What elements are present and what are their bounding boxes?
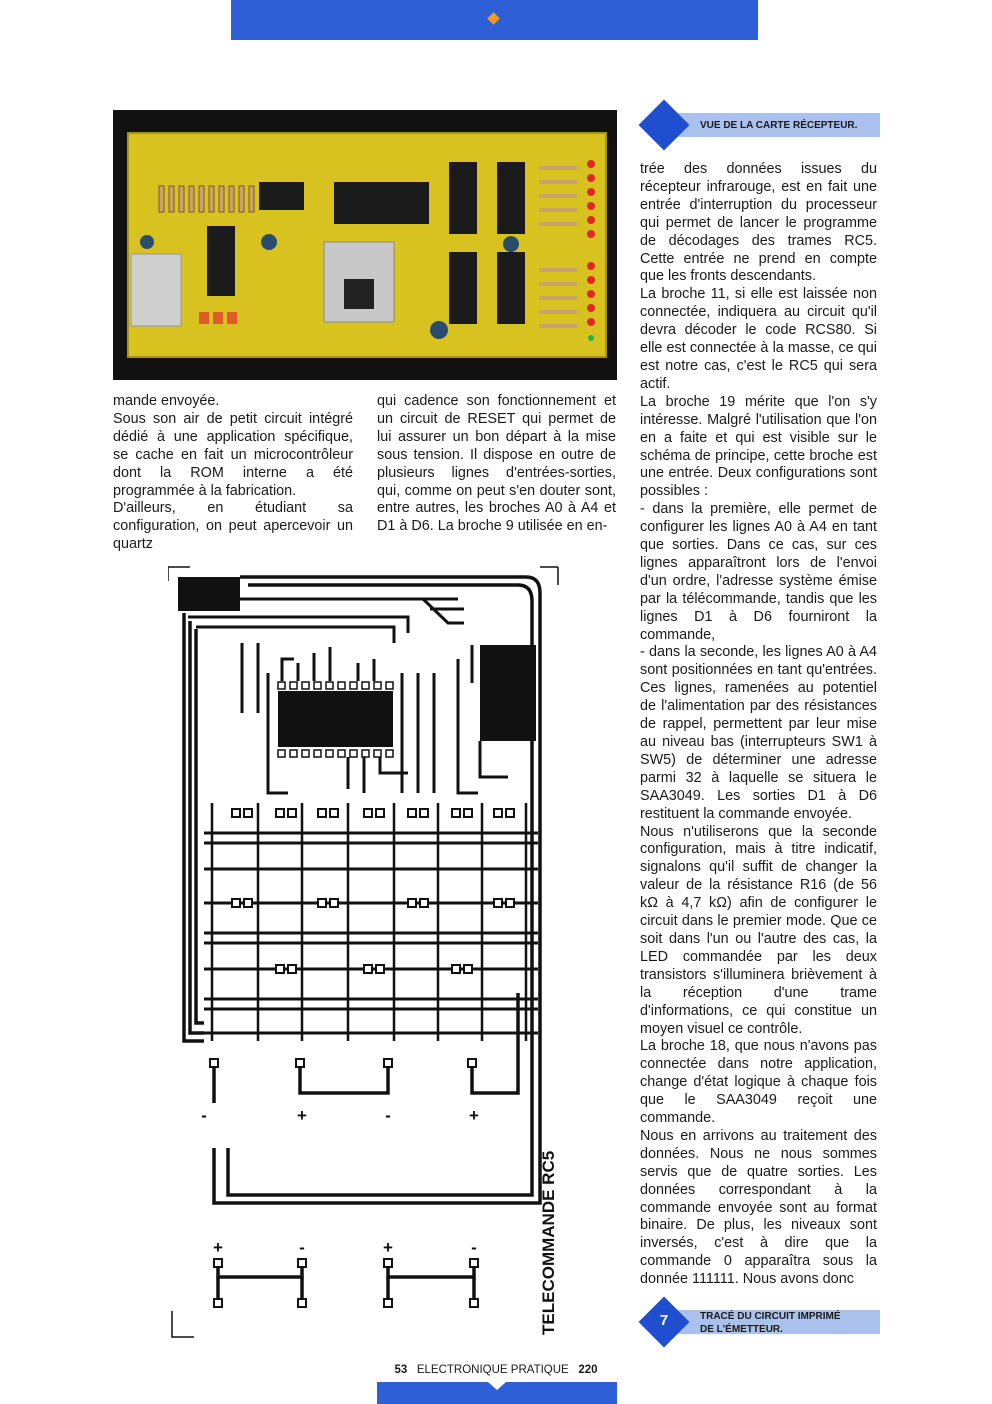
photo-caption-text: VUE DE LA CARTE RÉCEPTEUR.	[700, 120, 858, 131]
paragraph: Nous en arrivons au traitement des données. Nous ne nous sommes servis que de quatre sorties. Les données correspondant à la commande envoyée sont au format binaire. De plus, les niveaux sont inversés, c'est à dire que la commande 0 apparaîtra sous la donnée 111111. Nous avons donc	[640, 1127, 877, 1288]
paragraph: La broche 18, que nous n'avons pas connectée dans notre application, change d'état logique à chaque fois que le SAA3049 reçoit une commande.	[640, 1038, 877, 1127]
pcb-trace-drawing	[168, 563, 563, 1340]
paragraph: trée des données issues du récepteur infrarouge, est en fait une entrée d'interruption du processeur qui permet de lancer le programme de décodages des trames RC5. Cette entrée ne prend en compte que les fronts descendants.	[640, 161, 877, 285]
diamond-icon	[487, 12, 500, 25]
paragraph: D'ailleurs, en étudiant sa configuration, on peut apercevoir un quartz	[113, 500, 353, 553]
paragraph: qui cadence son fonctionnement et un circuit de RESET qui permet de lui assurer un bon départ à la mise sous tension. Il dispose en outre de plusieurs lignes d'entrées-sorties, qui, comme on peut s'en douter sont, entre autres, les broches A0 à A4 et D1 à D6. La broche 9 utilisée en en-	[377, 393, 616, 535]
page-footer	[0, 1364, 992, 1376]
circuit-board	[127, 132, 607, 358]
caption-line: DE L'ÉMETTEUR.	[700, 1324, 783, 1335]
page-number: 53	[394, 1364, 408, 1376]
pcb-label: TELECOMMANDE RC5	[539, 1150, 558, 1335]
top-color-band	[231, 0, 758, 40]
bottom-color-band	[377, 1382, 617, 1404]
magazine-name: ELECTRONIQUE PRATIQUE	[416, 1364, 569, 1376]
pcb-caption-text	[700, 1310, 841, 1336]
polarity-sign: -	[299, 1238, 305, 1257]
notch-shape	[488, 1382, 506, 1390]
paragraph: Nous n'utiliserons que la seconde configuration, mais à titre indicatif, signalons qu'il suffit de changer la valeur de la résistance R16 (de 56 kΩ à 4,7 kΩ) afin de configurer le circuit dans le premier mode. Que ce soit dans l'un ou l'autre des cas, la LED commandée par les deux transistors s'illuminera brièvement à la réception d'une trame d'informations, ce qui constitue un moyen visuel ce contrôle.	[640, 823, 877, 1037]
paragraph: La broche 19 mérite que l'on s'y intéresse. Malgré l'utilisation que l'on en a faite et qui est visible sur le schéma de principe, cette broche est une entrée. Deux configurations sont possibles :	[640, 393, 877, 500]
polarity-sign: +	[469, 1106, 479, 1125]
paragraph: - dans la seconde, les lignes A0 à A4 sont positionnées en tant qu'entrées. Ces lignes, ramenées au potentiel de l'alimentation par des résistances de rappel, permettent par leur mise au niveau bas (interrupteurs SW1 à SW5) de déterminer une adresse parmi 32 à laquelle se situera le SAA3049. Les sorties D1 à D6 restituent la commande envoyée.	[640, 644, 877, 822]
text-column-1	[113, 393, 353, 554]
paragraph: La broche 11, si elle est laissée non connectée, indiquera au circuit qu'il devra décoder le code RCS80. Si elle est connectée à la masse, ce qui est notre cas, c'est le RC5 qui sera actif.	[640, 286, 877, 392]
text-column-3	[640, 161, 877, 1289]
photo-caption	[640, 110, 880, 140]
polarity-sign: -	[471, 1238, 477, 1257]
text-column-2	[377, 393, 616, 536]
polarity-sign: -	[385, 1106, 391, 1125]
polarity-sign: +	[213, 1238, 223, 1257]
figure-number: 7	[659, 1312, 669, 1329]
paragraph: - dans la première, elle permet de configurer les lignes A0 à A4 en tant que sorties. Dans ce cas, sur ces lignes apparaîtront lors de l'envoi d'un ordre, l'adresse système émise par la télécommande, tandis que les lignes D1 à D6 fourniront la commande,	[640, 501, 877, 643]
polarity-sign: -	[201, 1106, 207, 1125]
board-components	[129, 134, 605, 356]
paragraph: Sous son air de petit circuit intégré dédié à une application spécifique, se cache en fait un microcontrôleur dont la ROM interne a été programmée à la fabrication.	[113, 410, 353, 499]
diamond-icon	[639, 100, 690, 151]
caption-line: TRACÉ DU CIRCUIT IMPRIMÉ	[700, 1311, 841, 1322]
issue-number: 220	[578, 1364, 598, 1376]
paragraph: mande envoyée.	[113, 393, 220, 409]
pcb-caption	[640, 1307, 880, 1337]
polarity-sign: +	[297, 1106, 307, 1125]
polarity-sign: +	[383, 1238, 393, 1257]
receiver-board-photo	[113, 110, 617, 380]
